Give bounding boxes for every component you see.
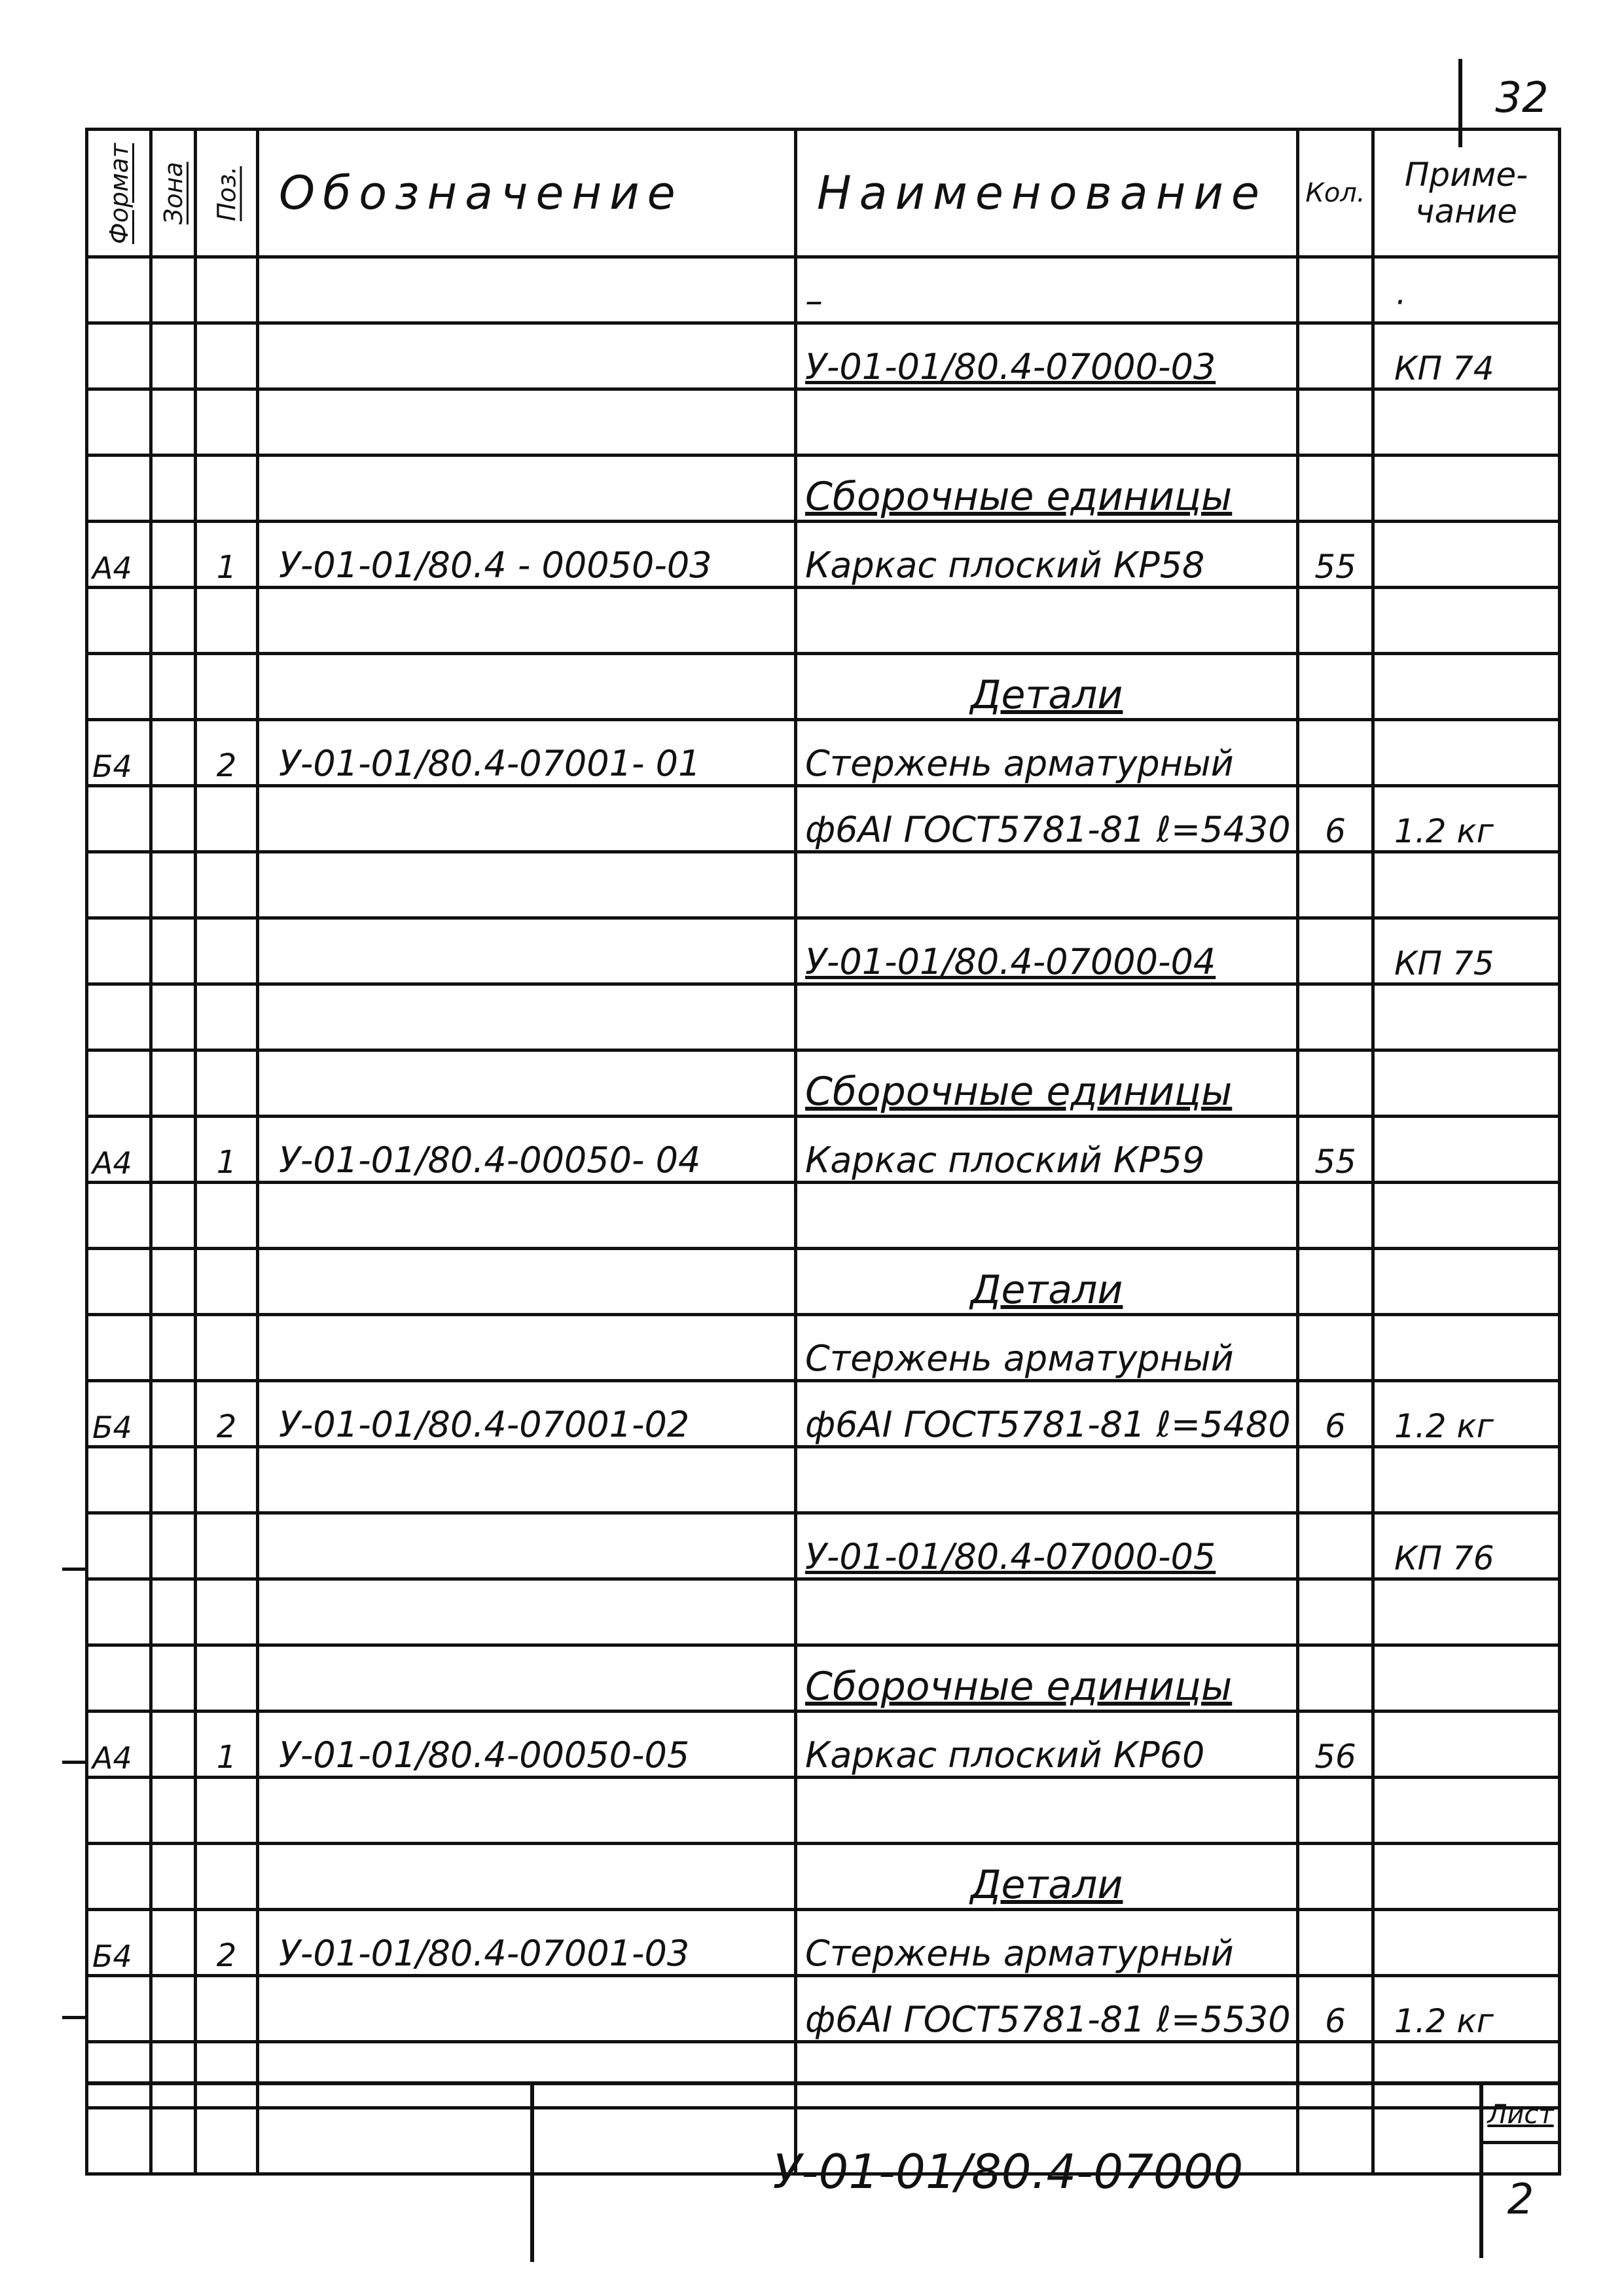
cell-qty xyxy=(1298,1579,1373,1645)
cell-format: А4 xyxy=(87,1117,151,1183)
cell-zone xyxy=(151,456,196,522)
cell-designation xyxy=(258,1447,796,1513)
header-pos: Поз. xyxy=(196,130,258,257)
cell-designation: У-01-01/80.4-00050-05 xyxy=(258,1712,796,1778)
cell-qty: 55 xyxy=(1298,522,1373,588)
cell-zone xyxy=(151,1645,196,1712)
cell-note xyxy=(1373,1050,1560,1117)
cell-zone xyxy=(151,1910,196,1976)
cell-format xyxy=(87,654,151,720)
cell-zone xyxy=(151,1183,196,1249)
table-row xyxy=(87,1579,1560,1645)
cell-format xyxy=(87,588,151,654)
header-format: Формат xyxy=(87,130,151,257)
cell-note xyxy=(1373,1249,1560,1315)
cell-note: КП 76 xyxy=(1373,1513,1560,1579)
cell-format xyxy=(87,1315,151,1381)
cell-note: 1.2 кг xyxy=(1373,786,1560,852)
cell-zone xyxy=(151,1976,196,2042)
cell-note xyxy=(1373,654,1560,720)
margin-tick xyxy=(62,1568,88,1571)
cell-note: КП 75 xyxy=(1373,918,1560,984)
cell-name xyxy=(796,588,1298,654)
margin-tick xyxy=(62,2016,88,2019)
cell-zone xyxy=(151,654,196,720)
cell-pos xyxy=(196,984,258,1050)
cell-qty xyxy=(1298,720,1373,786)
cell-zone xyxy=(151,1513,196,1579)
cell-qty xyxy=(1298,1183,1373,1249)
cell-pos: 2 xyxy=(196,1381,258,1447)
cell-note: 1.2 кг xyxy=(1373,1976,1560,2042)
cell-format xyxy=(87,323,151,389)
cell-designation xyxy=(258,1844,796,1910)
cell-pos xyxy=(196,1249,258,1315)
cell-zone xyxy=(151,522,196,588)
cell-zone xyxy=(151,786,196,852)
cell-note xyxy=(1373,720,1560,786)
cell-note xyxy=(1373,456,1560,522)
cell-name: Каркас плоский КР60 xyxy=(796,1712,1298,1778)
table-row xyxy=(87,588,1560,654)
cell-designation: У-01-01/80.4-07001- 01 xyxy=(258,720,796,786)
cell-pos: 1 xyxy=(196,1117,258,1183)
cell-qty xyxy=(1298,984,1373,1050)
cell-name xyxy=(796,1579,1298,1645)
table-row xyxy=(87,1844,1560,1910)
cell-pos xyxy=(196,786,258,852)
cell-designation xyxy=(258,389,796,456)
cell-name xyxy=(796,389,1298,456)
cell-zone xyxy=(151,1712,196,1778)
cell-pos xyxy=(196,456,258,522)
cell-designation xyxy=(258,1778,796,1844)
cell-designation xyxy=(258,1249,796,1315)
table-row xyxy=(87,1778,1560,1844)
cell-designation xyxy=(258,786,796,852)
cell-name xyxy=(796,1183,1298,1249)
cell-note xyxy=(1373,1844,1560,1910)
cell-format xyxy=(87,1513,151,1579)
cell-name: Каркас плоский КР59 xyxy=(796,1117,1298,1183)
cell-designation xyxy=(258,257,796,323)
cell-note xyxy=(1373,1447,1560,1513)
title-block-divider xyxy=(530,2085,534,2262)
cell-note: КП 74 xyxy=(1373,323,1560,389)
table-row xyxy=(87,257,1560,323)
cell-name xyxy=(796,852,1298,918)
cell-format xyxy=(87,918,151,984)
cell-qty xyxy=(1298,1513,1373,1579)
cell-format xyxy=(87,456,151,522)
table-header-row xyxy=(87,130,1560,257)
cell-zone xyxy=(151,1249,196,1315)
cell-format xyxy=(87,1579,151,1645)
cell-format xyxy=(87,1844,151,1910)
cell-pos: 1 xyxy=(196,1712,258,1778)
cell-name: Стержень арматурный xyxy=(796,1315,1298,1381)
cell-pos xyxy=(196,588,258,654)
table-row xyxy=(87,720,1560,786)
cell-qty xyxy=(1298,1778,1373,1844)
cell-pos xyxy=(196,1778,258,1844)
table-row xyxy=(87,389,1560,456)
cell-qty: 6 xyxy=(1298,786,1373,852)
table-row xyxy=(87,1117,1560,1183)
cell-designation: У-01-01/80.4-00050- 04 xyxy=(258,1117,796,1183)
cell-note xyxy=(1373,984,1560,1050)
table-row xyxy=(87,984,1560,1050)
cell-qty xyxy=(1298,1447,1373,1513)
cell-format: Б4 xyxy=(87,720,151,786)
cell-name: Стержень арматурный xyxy=(796,1910,1298,1976)
cell-designation xyxy=(258,1513,796,1579)
cell-designation: У-01-01/80.4 - 00050-03 xyxy=(258,522,796,588)
table-row xyxy=(87,786,1560,852)
cell-format xyxy=(87,1447,151,1513)
specification-table xyxy=(85,128,1561,2176)
cell-name: – xyxy=(796,257,1298,323)
cell-designation xyxy=(258,1183,796,1249)
cell-format xyxy=(87,1249,151,1315)
document-code: У-01-01/80.4-07000 xyxy=(772,2144,1244,2199)
cell-qty xyxy=(1298,1315,1373,1381)
cell-zone xyxy=(151,323,196,389)
cell-format: Б4 xyxy=(87,1381,151,1447)
cell-zone xyxy=(151,588,196,654)
cell-note xyxy=(1373,522,1560,588)
cell-zone xyxy=(151,1117,196,1183)
cell-designation xyxy=(258,918,796,984)
cell-note xyxy=(1373,389,1560,456)
cell-qty xyxy=(1298,1050,1373,1117)
cell-qty xyxy=(1298,654,1373,720)
cell-qty xyxy=(1298,456,1373,522)
cell-format xyxy=(87,389,151,456)
cell-designation xyxy=(258,984,796,1050)
table-row xyxy=(87,1910,1560,1976)
cell-qty xyxy=(1298,1844,1373,1910)
cell-name: Детали xyxy=(796,654,1298,720)
cell-name: Каркас плоский КР58 xyxy=(796,522,1298,588)
cell-name xyxy=(796,1778,1298,1844)
cell-format xyxy=(87,1050,151,1117)
header-note: Приме- чание xyxy=(1373,130,1560,257)
table-row xyxy=(87,1050,1560,1117)
cell-qty xyxy=(1298,1249,1373,1315)
cell-zone xyxy=(151,918,196,984)
table-row xyxy=(87,1249,1560,1315)
cell-format xyxy=(87,257,151,323)
cell-pos xyxy=(196,1579,258,1645)
cell-pos xyxy=(196,389,258,456)
cell-qty: 56 xyxy=(1298,1712,1373,1778)
table-row xyxy=(87,456,1560,522)
header-name: Наименование xyxy=(796,130,1298,257)
cell-name: У-01-01/80.4-07000-04 xyxy=(796,918,1298,984)
cell-pos xyxy=(196,257,258,323)
sheet-box xyxy=(1479,2085,1558,2258)
cell-zone xyxy=(151,1315,196,1381)
cell-name: ф6АI ГОСТ5781-81 ℓ=5430 xyxy=(796,786,1298,852)
cell-qty xyxy=(1298,389,1373,456)
cell-format xyxy=(87,1645,151,1712)
cell-designation xyxy=(258,1645,796,1712)
table-row xyxy=(87,1513,1560,1579)
cell-format xyxy=(87,1778,151,1844)
cell-note: 1.2 кг xyxy=(1373,1381,1560,1447)
cell-pos xyxy=(196,1315,258,1381)
cell-qty: 6 xyxy=(1298,1381,1373,1447)
cell-zone xyxy=(151,1579,196,1645)
cell-pos: 1 xyxy=(196,522,258,588)
table-row xyxy=(87,1712,1560,1778)
table-row xyxy=(87,852,1560,918)
table-row xyxy=(87,323,1560,389)
cell-format xyxy=(87,1183,151,1249)
cell-qty: 55 xyxy=(1298,1117,1373,1183)
cell-name: Стержень арматурный xyxy=(796,720,1298,786)
cell-zone xyxy=(151,720,196,786)
cell-note xyxy=(1373,588,1560,654)
cell-qty xyxy=(1298,1645,1373,1712)
sheet-number: 32 xyxy=(1495,74,1549,122)
cell-qty xyxy=(1298,852,1373,918)
cell-qty xyxy=(1298,588,1373,654)
cell-designation: У-01-01/80.4-07001-02 xyxy=(258,1381,796,1447)
cell-format: А4 xyxy=(87,1712,151,1778)
cell-qty xyxy=(1298,1910,1373,1976)
table-row xyxy=(87,1315,1560,1381)
sheet-label: Лист xyxy=(1483,2085,1558,2144)
table-row xyxy=(87,918,1560,984)
cell-format: Б4 xyxy=(87,1910,151,1976)
sheet-value: 2 xyxy=(1507,2176,1534,2224)
cell-pos xyxy=(196,1844,258,1910)
cell-name: Сборочные единицы xyxy=(796,456,1298,522)
cell-name: Детали xyxy=(796,1249,1298,1315)
cell-name: Сборочные единицы xyxy=(796,1645,1298,1712)
cell-zone xyxy=(151,852,196,918)
cell-note xyxy=(1373,1117,1560,1183)
table-row xyxy=(87,522,1560,588)
cell-format xyxy=(87,852,151,918)
cell-designation xyxy=(258,323,796,389)
cell-zone xyxy=(151,1050,196,1117)
cell-qty: 6 xyxy=(1298,1976,1373,2042)
cell-name: Детали xyxy=(796,1844,1298,1910)
cell-pos xyxy=(196,1645,258,1712)
table-row xyxy=(87,1645,1560,1712)
cell-qty xyxy=(1298,323,1373,389)
cell-pos xyxy=(196,852,258,918)
cell-designation xyxy=(258,588,796,654)
margin-tick xyxy=(62,1761,88,1764)
cell-qty xyxy=(1298,257,1373,323)
cell-note xyxy=(1373,1183,1560,1249)
cell-designation xyxy=(258,1976,796,2042)
cell-name: У-01-01/80.4-07000-05 xyxy=(796,1513,1298,1579)
cell-note xyxy=(1373,1910,1560,1976)
cell-note xyxy=(1373,1579,1560,1645)
cell-name xyxy=(796,984,1298,1050)
cell-format xyxy=(87,1976,151,2042)
cell-designation xyxy=(258,654,796,720)
cell-zone xyxy=(151,1447,196,1513)
cell-zone xyxy=(151,389,196,456)
cell-zone xyxy=(151,984,196,1050)
header-qty: Кол. xyxy=(1298,130,1373,257)
table-row xyxy=(87,1183,1560,1249)
cell-designation: У-01-01/80.4-07001-03 xyxy=(258,1910,796,1976)
table-row xyxy=(87,1976,1560,2042)
cell-note xyxy=(1373,1645,1560,1712)
cell-format xyxy=(87,786,151,852)
cell-name: У-01-01/80.4-07000-03 xyxy=(796,323,1298,389)
cell-zone xyxy=(151,257,196,323)
cell-designation xyxy=(258,1050,796,1117)
table-row xyxy=(87,654,1560,720)
cell-pos xyxy=(196,654,258,720)
cell-zone xyxy=(151,1778,196,1844)
cell-qty xyxy=(1298,918,1373,984)
cell-pos xyxy=(196,323,258,389)
table-row xyxy=(87,1381,1560,1447)
table-body xyxy=(87,257,1560,2174)
cell-name: ф6АI ГОСТ5781-81 ℓ=5530 xyxy=(796,1976,1298,2042)
cell-note: · xyxy=(1373,257,1560,323)
cell-format xyxy=(87,984,151,1050)
cell-designation xyxy=(258,852,796,918)
cell-designation xyxy=(258,1315,796,1381)
cell-pos xyxy=(196,918,258,984)
cell-pos xyxy=(196,1447,258,1513)
title-block xyxy=(85,2081,1558,2258)
cell-pos: 2 xyxy=(196,720,258,786)
cell-pos xyxy=(196,1050,258,1117)
cell-zone xyxy=(151,1381,196,1447)
table-row xyxy=(87,1447,1560,1513)
cell-zone xyxy=(151,1844,196,1910)
cell-pos xyxy=(196,1513,258,1579)
cell-name xyxy=(796,1447,1298,1513)
cell-format: А4 xyxy=(87,522,151,588)
cell-note xyxy=(1373,1712,1560,1778)
header-designation: Обозначение xyxy=(258,130,796,257)
cell-pos: 2 xyxy=(196,1910,258,1976)
cell-designation xyxy=(258,1579,796,1645)
cell-note xyxy=(1373,1315,1560,1381)
cell-note xyxy=(1373,852,1560,918)
cell-note xyxy=(1373,1778,1560,1844)
cell-pos xyxy=(196,1976,258,2042)
cell-name: ф6АI ГОСТ5781-81 ℓ=5480 xyxy=(796,1381,1298,1447)
cell-name: Сборочные единицы xyxy=(796,1050,1298,1117)
cell-pos xyxy=(196,1183,258,1249)
header-zone: Зона xyxy=(151,130,196,257)
cell-designation xyxy=(258,456,796,522)
